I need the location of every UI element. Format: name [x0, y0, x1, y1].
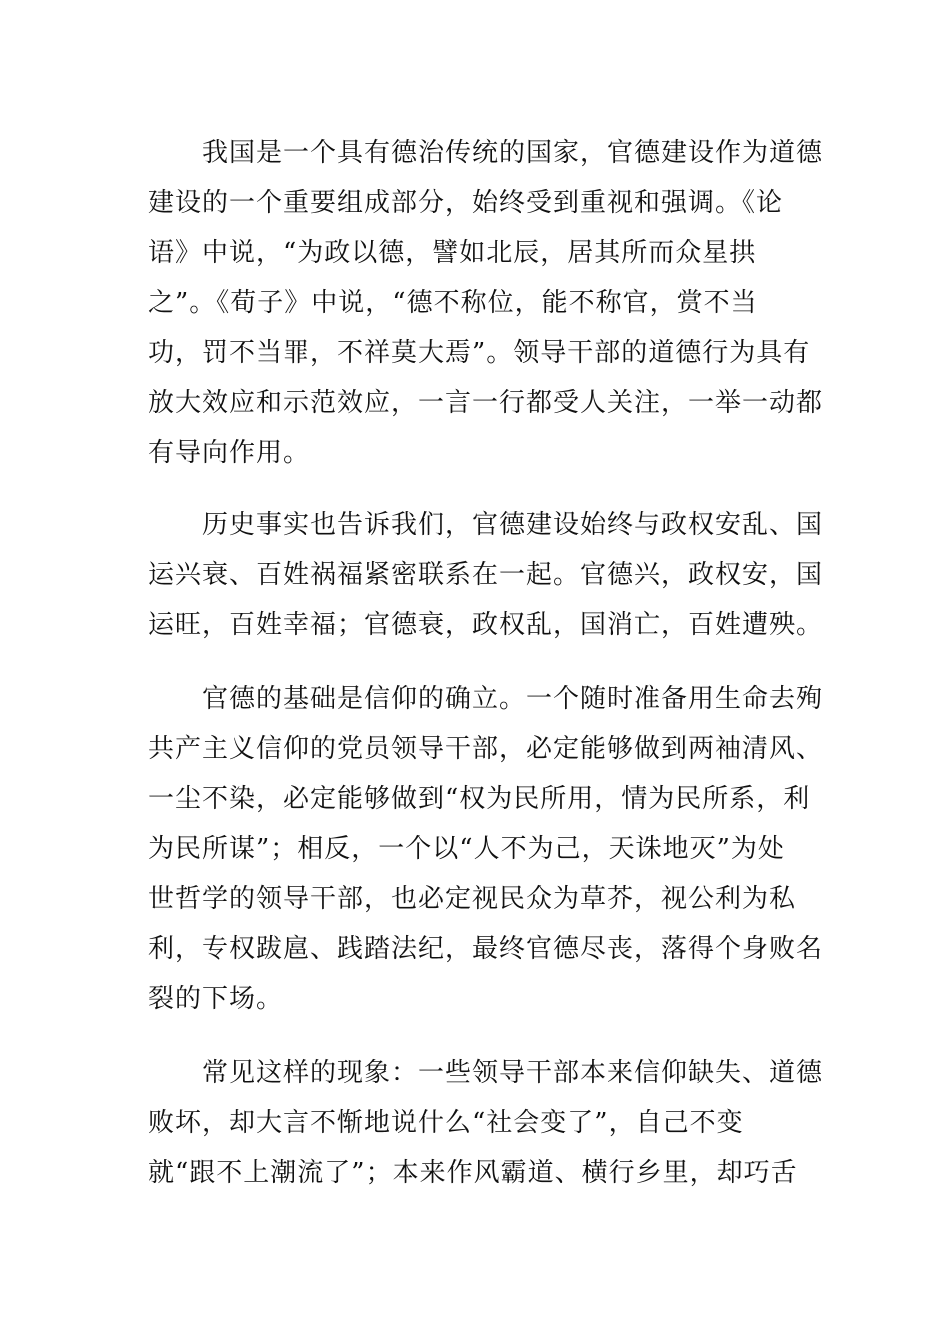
text-line: 历史事实也告诉我们，官德建设始终与政权安乱、国 — [148, 510, 824, 540]
text-line: 运兴衰、百姓祸福紧密联系在一起。官德兴，政权安，国 — [148, 560, 824, 590]
text-line: 共产主义信仰的党员领导干部，必定能够做到两袖清风、 — [148, 734, 824, 764]
text-line: 裂的下场。 — [148, 984, 284, 1014]
text-line: 常见这样的现象：一些领导干部本来信仰缺失、道德 — [148, 1058, 824, 1088]
text-line: 放大效应和示范效应，一言一行都受人关注，一举一动都 — [148, 388, 824, 418]
text-line: 语》中说，“为政以德，譬如北辰，居其所而众星拱 — [148, 238, 757, 268]
text-line: 败坏，却大言不惭地说什么“社会变了”，自己不变 — [148, 1108, 744, 1138]
paragraph-1 — [148, 128, 824, 478]
paragraph-3 — [148, 674, 824, 1024]
paragraph-2 — [148, 500, 824, 650]
text-line: 一尘不染，必定能够做到“权为民所用，情为民所系，利 — [148, 784, 811, 814]
text-line: 之”。《荀子》中说，“德不称位，能不称官，赏不当 — [148, 288, 758, 318]
text-line: 世哲学的领导干部，也必定视民众为草芥，视公利为私 — [148, 884, 797, 914]
text-line: 功，罚不当罪，不祥莫大焉”。领导干部的道德行为具有 — [148, 338, 811, 368]
paragraph-4 — [148, 1048, 824, 1198]
text-line: 官德的基础是信仰的确立。一个随时准备用生命去殉 — [148, 684, 824, 714]
text-line: 我国是一个具有德治传统的国家，官德建设作为道德 — [148, 138, 824, 168]
text-line: 运旺，百姓幸福；官德衰，政权乱，国消亡，百姓遭殃。 — [148, 610, 824, 640]
text-line: 有导向作用。 — [148, 438, 311, 468]
text-line: 就“跟不上潮流了”；本来作风霸道、横行乡里，却巧舌 — [148, 1158, 798, 1188]
text-line: 建设的一个重要组成部分，始终受到重视和强调。《论 — [148, 188, 784, 218]
text-line: 为民所谋”；相反，一个以“人不为己，天诛地灭”为处 — [148, 834, 785, 864]
text-line: 利，专权跋扈、践踏法纪，最终官德尽丧，落得个身败名 — [148, 934, 824, 964]
